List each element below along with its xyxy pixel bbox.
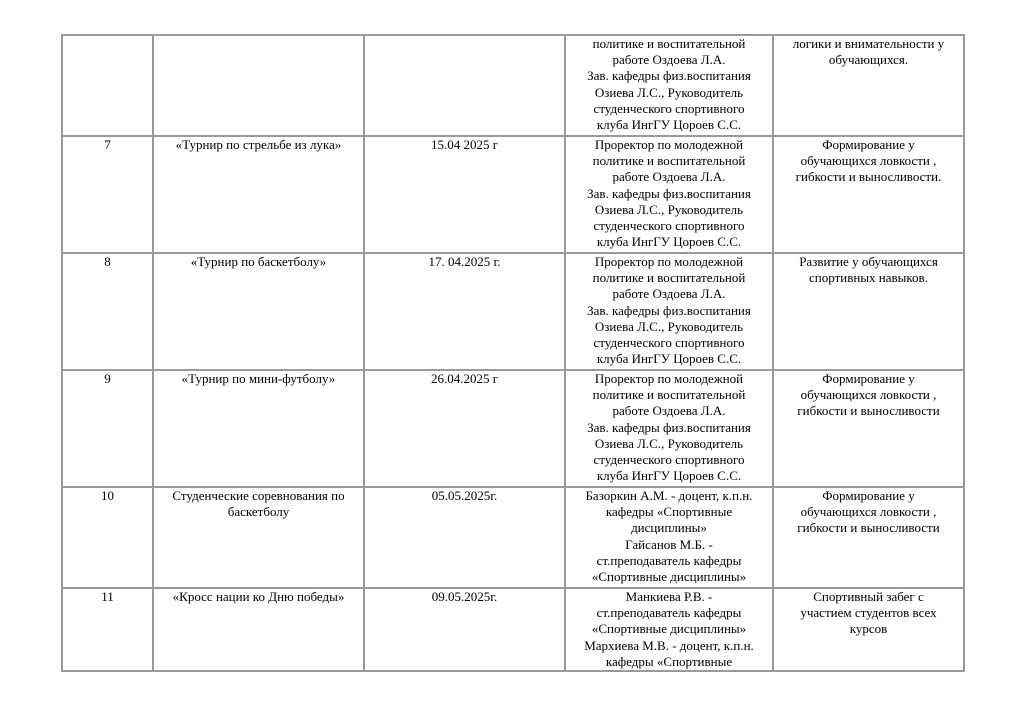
event-name-cell: «Турнир по стрельбе из лука» [153, 136, 364, 253]
table-row [62, 588, 964, 671]
goal-cell [773, 35, 964, 136]
table-row [62, 487, 964, 588]
goal-cell-line: обучающихся ловкости , [800, 387, 937, 403]
responsible-cell-line: Манкиева Р.В. - [625, 589, 713, 604]
goal-cell-line: гибкости и выносливости [797, 520, 940, 536]
responsible-cell-line: Озиева Л.С., Руководитель [594, 201, 744, 217]
event-date-cell [364, 35, 565, 136]
table-row [62, 136, 964, 253]
responsible-cell [565, 588, 773, 671]
responsible-cell-line: «Спортивные дисциплины» [591, 621, 747, 637]
responsible-cell-line: студенческого спортивного [593, 218, 745, 234]
goal-cell [773, 487, 964, 588]
goal-cell [773, 588, 964, 671]
responsible-cell-line: студенческого спортивного [593, 335, 745, 351]
row-number-cell: 10 [62, 487, 153, 588]
responsible-cell-line: работе Оздоева Л.А. [612, 169, 726, 185]
goal-cell-line: Развитие у обучающихся [799, 254, 938, 269]
responsible-cell-line: работе Оздоева Л.А. [612, 403, 726, 419]
goal-cell-line: гибкости и выносливости [797, 403, 940, 419]
events-table [61, 34, 965, 672]
responsible-cell-line: дисциплины» [631, 520, 707, 536]
goal-cell-line: спортивных навыков. [809, 270, 928, 286]
events-table-body [62, 35, 964, 671]
event-date-cell: 26.04.2025 г [364, 370, 565, 487]
responsible-cell-line: Зав. кафедры физ.воспитания [587, 419, 751, 435]
responsible-cell-line: Озиева Л.С., Руководитель [594, 318, 744, 334]
responsible-cell-line: политике и воспитательной [592, 153, 746, 169]
responsible-cell-line: работе Оздоева Л.А. [612, 286, 726, 302]
event-name-cell: «Турнир по мини-футболу» [153, 370, 364, 487]
responsible-cell-line: политике и воспитательной [592, 387, 746, 403]
goal-cell [773, 370, 964, 487]
event-date-cell: 15.04 2025 г [364, 136, 565, 253]
responsible-cell-line: Проректор по молодежной [594, 254, 744, 269]
responsible-cell-line: кафедры «Спортивные [605, 504, 733, 520]
responsible-cell-line: Зав. кафедры физ.воспитания [587, 302, 751, 318]
responsible-cell-line: Озиева Л.С., Руководитель [594, 84, 744, 100]
goal-cell-line: Формирование у [822, 137, 915, 152]
responsible-cell [565, 487, 773, 588]
responsible-cell-line: Зав. кафедры физ.воспитания [587, 185, 751, 201]
responsible-cell-line: клуба ИнгГУ Цороев С.С. [596, 468, 742, 484]
responsible-cell-line: ст.преподаватель кафедры [596, 605, 742, 621]
responsible-cell-line: политике и воспитательной [592, 270, 746, 286]
goal-cell-line: Формирование у [822, 371, 915, 386]
goal-cell-line: гибкости и выносливости. [795, 169, 942, 185]
row-number-cell [62, 35, 153, 136]
goal-cell-line: логики и внимательности у [792, 36, 945, 51]
responsible-cell-line: клуба ИнгГУ Цороев С.С. [596, 117, 742, 133]
goal-cell-line: участием студентов всех [800, 605, 937, 621]
responsible-cell-line: работе Оздоева Л.А. [612, 52, 726, 68]
event-name-cell: «Кросс нации ко Дню победы» [153, 588, 364, 671]
event-name-cell [153, 35, 364, 136]
responsible-cell-line: Озиева Л.С., Руководитель [594, 435, 744, 451]
event-name-cell: Студенческие соревнования по баскетболу [153, 487, 364, 588]
responsible-cell-line: Проректор по молодежной [594, 137, 744, 152]
row-number-cell: 8 [62, 253, 153, 370]
table-row [62, 35, 964, 136]
responsible-cell [565, 35, 773, 136]
goal-cell-line: Формирование у [822, 488, 915, 503]
responsible-cell-line: клуба ИнгГУ Цороев С.С. [596, 234, 742, 250]
event-name-cell: «Турнир по баскетболу» [153, 253, 364, 370]
goal-cell-line: обучающихся ловкости , [800, 153, 937, 169]
table-row [62, 370, 964, 487]
responsible-cell-line: политике и воспитательной [592, 36, 746, 51]
row-number-cell: 7 [62, 136, 153, 253]
responsible-cell-line: Зав. кафедры физ.воспитания [587, 68, 751, 84]
responsible-cell [565, 253, 773, 370]
goal-cell-line: обучающихся. [828, 52, 909, 68]
event-date-cell: 05.05.2025г. [364, 487, 565, 588]
goal-cell-line: курсов [849, 621, 888, 637]
row-number-cell: 9 [62, 370, 153, 487]
responsible-cell-line: клуба ИнгГУ Цороев С.С. [596, 351, 742, 367]
goal-cell-line: Спортивный забег с [813, 589, 924, 604]
responsible-cell [565, 370, 773, 487]
event-date-cell: 17. 04.2025 г. [364, 253, 565, 370]
responsible-cell-line: «Спортивные дисциплины» [591, 569, 747, 585]
responsible-cell-line: ст.преподаватель кафедры [596, 552, 742, 568]
goal-cell [773, 136, 964, 253]
responsible-cell-line: студенческого спортивного [593, 100, 745, 116]
responsible-cell-line: Мархиева М.В. - доцент, к.п.н. [584, 637, 754, 653]
responsible-cell-line: Гайсанов М.Б. - [625, 536, 713, 552]
responsible-cell-line: Базоркин А.М. - доцент, к.п.н. [585, 488, 753, 503]
responsible-cell-line: Проректор по молодежной [594, 371, 744, 386]
goal-cell-line: обучающихся ловкости , [800, 504, 937, 520]
table-row [62, 253, 964, 370]
goal-cell [773, 253, 964, 370]
responsible-cell [565, 136, 773, 253]
event-date-cell: 09.05.2025г. [364, 588, 565, 671]
responsible-cell-line: студенческого спортивного [593, 452, 745, 468]
row-number-cell: 11 [62, 588, 153, 671]
responsible-cell-line: кафедры «Спортивные [605, 653, 733, 669]
